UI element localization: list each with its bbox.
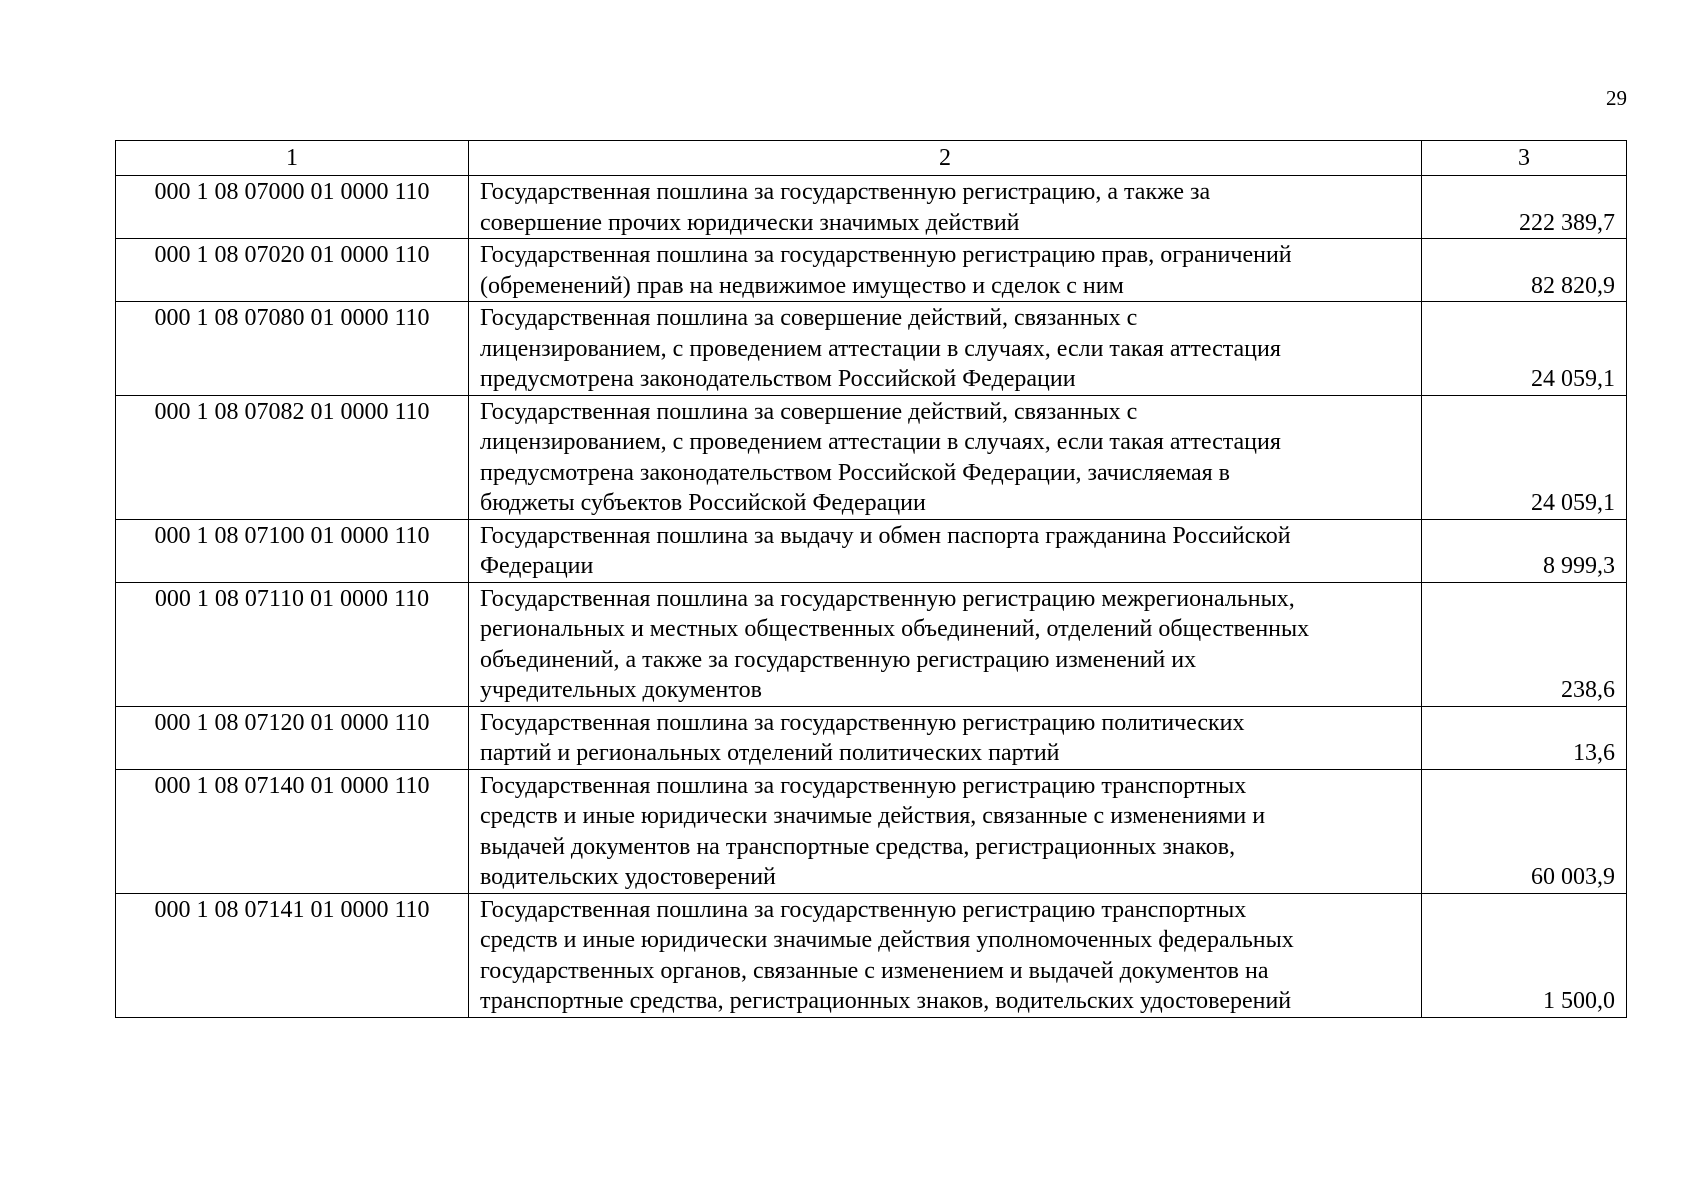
description-line: Государственная пошлина за государственную регистрацию прав, ограничений xyxy=(480,242,1292,268)
table-row xyxy=(116,893,1627,1017)
header-row xyxy=(116,141,1627,176)
budget-classification-code: 000 1 08 07120 01 0000 110 xyxy=(116,706,469,769)
header-column-2: 2 xyxy=(469,141,1422,176)
header-column-1: 1 xyxy=(116,141,469,176)
description-line: средств и иные юридически значимые действия уполномоченных федеральных xyxy=(480,927,1294,953)
amount: 8 999,3 xyxy=(1422,519,1627,582)
description-line: Государственная пошлина за совершение действий, связанных с xyxy=(480,398,1138,425)
description-line: Государственная пошлина за совершение действий, связанных с xyxy=(480,305,1138,331)
description-line: Государственная пошлина за государственную регистрацию, а также за xyxy=(480,179,1211,205)
amount: 24 059,1 xyxy=(1422,395,1627,519)
budget-classification-code: 000 1 08 07140 01 0000 110 xyxy=(116,769,469,893)
description-line: выдачей документов на транспортные средства, регистрационных знаков, xyxy=(480,833,1236,860)
description-line: Государственная пошлина за государственную регистрацию транспортных xyxy=(480,896,1247,923)
table-row xyxy=(116,519,1627,582)
description-line: предусмотрена законодательством Российской Федерации, зачисляемая в xyxy=(480,459,1230,486)
description-line: лицензированием, с проведением аттестации в случаях, если такая аттестация xyxy=(480,335,1281,362)
table-row xyxy=(116,769,1627,893)
amount: 238,6 xyxy=(1422,582,1627,706)
description-line: бюджеты субъектов Российской Федерации xyxy=(480,490,926,516)
budget-classification-code: 000 1 08 07000 01 0000 110 xyxy=(116,176,469,239)
amount: 1 500,0 xyxy=(1422,893,1627,1017)
table-row xyxy=(116,302,1627,396)
table-row xyxy=(116,582,1627,706)
budget-classification-code: 000 1 08 07110 01 0000 110 xyxy=(116,582,469,706)
description-line: предусмотрена законодательством Российской Федерации xyxy=(480,366,1076,392)
description-line: Государственная пошлина за государственную регистрацию политических xyxy=(480,709,1245,736)
description-line: транспортные средства, регистрационных знаков, водительских удостоверений xyxy=(480,988,1292,1014)
description-line: учредительных документов xyxy=(480,677,762,703)
amount: 82 820,9 xyxy=(1422,239,1627,302)
page-number: 29 xyxy=(1606,86,1627,110)
table-row xyxy=(116,706,1627,769)
description-line: средств и иные юридически значимые действия, связанные с изменениями и xyxy=(480,803,1266,829)
budget-classification-code: 000 1 08 07080 01 0000 110 xyxy=(116,302,469,396)
budget-classification-code: 000 1 08 07100 01 0000 110 xyxy=(116,519,469,582)
description-line: региональных и местных общественных объединений, отделений общественных xyxy=(480,616,1310,642)
revenue-description xyxy=(469,582,1422,706)
revenue-description xyxy=(469,395,1422,519)
revenue-description xyxy=(469,893,1422,1017)
description-line: совершение прочих юридически значимых действий xyxy=(480,209,1020,236)
description-line: водительских удостоверений xyxy=(480,864,776,890)
revenue-description xyxy=(469,769,1422,893)
amount: 13,6 xyxy=(1422,706,1627,769)
description-line: лицензированием, с проведением аттестации в случаях, если такая аттестация xyxy=(480,429,1281,455)
description-line: Государственная пошлина за государственную регистрацию транспортных xyxy=(480,772,1247,799)
amount: 24 059,1 xyxy=(1422,302,1627,396)
budget-classification-code: 000 1 08 07141 01 0000 110 xyxy=(116,893,469,1017)
table-header xyxy=(116,141,1627,176)
revenue-description xyxy=(469,706,1422,769)
revenue-description xyxy=(469,176,1422,239)
description-line: (обременений) прав на недвижимое имущество и сделок с ним xyxy=(480,272,1124,299)
table-row xyxy=(116,395,1627,519)
table-row xyxy=(116,176,1627,239)
amount: 222 389,7 xyxy=(1422,176,1627,239)
description-line: Федерации xyxy=(480,553,594,579)
description-line: Государственная пошлина за выдачу и обмен паспорта гражданина Российской xyxy=(480,522,1291,549)
table-row xyxy=(116,239,1627,302)
budget-classification-code: 000 1 08 07020 01 0000 110 xyxy=(116,239,469,302)
budget-classification-code: 000 1 08 07082 01 0000 110 xyxy=(116,395,469,519)
revenue-description xyxy=(469,519,1422,582)
description-line: государственных органов, связанные с изменением и выдачей документов на xyxy=(480,957,1269,984)
revenue-description xyxy=(469,239,1422,302)
table-body xyxy=(116,176,1627,1018)
revenue-description xyxy=(469,302,1422,396)
description-line: Государственная пошлина за государственную регистрацию межрегиональных, xyxy=(480,585,1295,612)
header-column-3: 3 xyxy=(1422,141,1627,176)
description-line: объединений, а также за государственную регистрацию изменений их xyxy=(480,646,1197,673)
amount: 60 003,9 xyxy=(1422,769,1627,893)
description-line: партий и региональных отделений политических партий xyxy=(480,740,1060,766)
budget-revenue-table xyxy=(115,140,1627,1018)
